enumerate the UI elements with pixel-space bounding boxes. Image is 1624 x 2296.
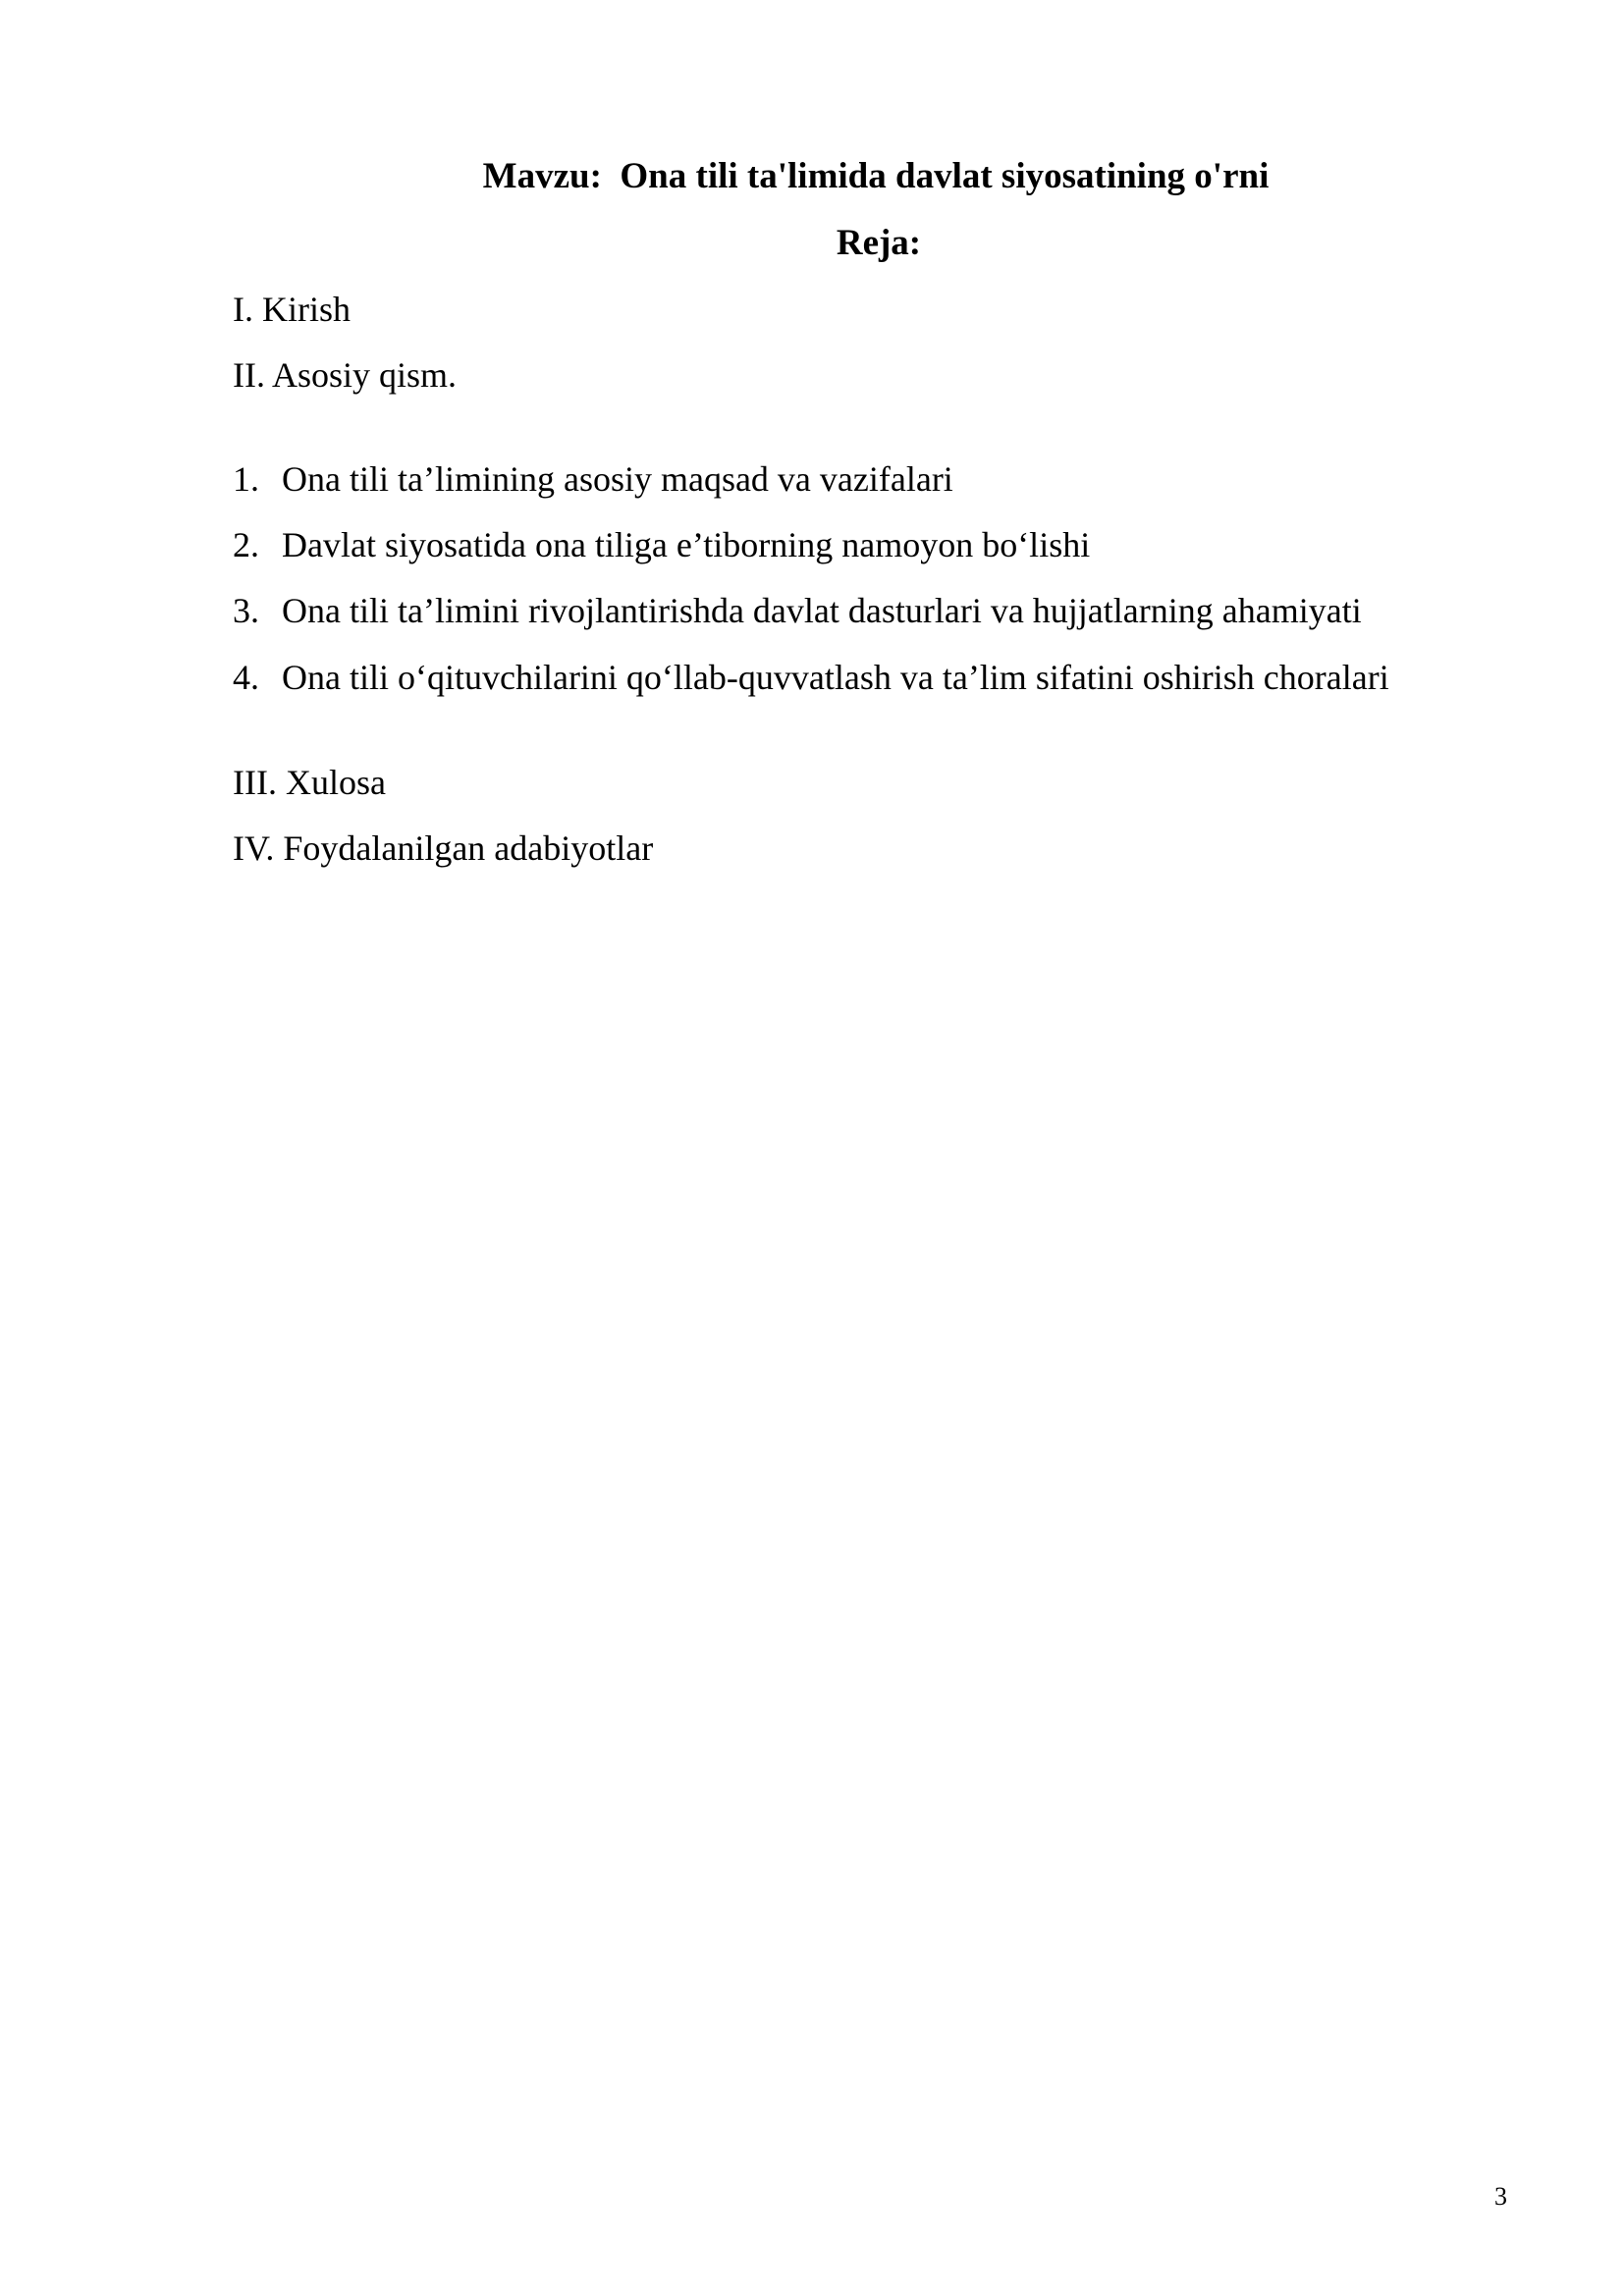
- section-conclusion: III. Xulosa: [233, 763, 386, 802]
- plan-heading: Reja:: [836, 223, 922, 263]
- topic-label: Mavzu:: [482, 156, 602, 196]
- page-number: 3: [1494, 2182, 1507, 2211]
- section-main-part: II. Asosiy qism.: [233, 355, 458, 395]
- item-text: Ona tili ta’limini rivojlantirishda davlat dasturlari va hujjatlarning ahamiyati: [282, 591, 1362, 630]
- item-number: 2.: [233, 525, 259, 564]
- item-text: Davlat siyosatida ona tiliga e’tiborning namoyon bo‘lishi: [282, 525, 1091, 564]
- section-references: IV. Foydalanilgan adabiyotlar: [233, 828, 654, 868]
- topic-text: Ona tili ta'limida davlat siyosatining o'rni: [620, 156, 1270, 196]
- item-text: Ona tili o‘qituvchilarini qo‘llab-quvvatlash va ta’lim sifatini oshirish choralari: [282, 658, 1389, 697]
- numbered-item: [233, 523, 1090, 566]
- numbered-item: [233, 457, 953, 501]
- section-introduction: I. Kirish: [233, 290, 351, 329]
- numbered-item: [233, 656, 1389, 699]
- item-number: 1.: [233, 459, 259, 499]
- numbered-item: [233, 589, 1362, 632]
- item-number: 3.: [233, 591, 259, 630]
- item-number: 4.: [233, 658, 259, 697]
- topic-title: [0, 155, 1624, 198]
- item-text: Ona tili ta’limining asosiy maqsad va vazifalari: [282, 459, 953, 499]
